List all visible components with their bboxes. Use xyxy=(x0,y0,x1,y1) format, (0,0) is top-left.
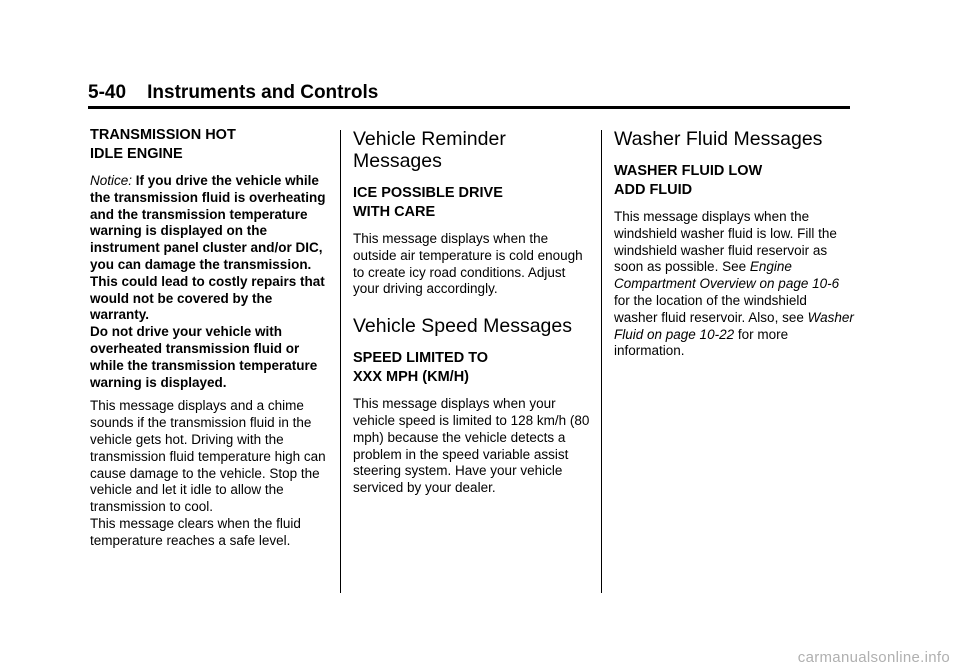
speed-limited-body: This message displays when your vehicle speed is limited to 128 km/h (80 mph) because the vehicle detects a problem in the speed variable assist steering system. Have your vehicle serviced by your dealer. xyxy=(353,396,590,496)
column-left xyxy=(90,126,330,557)
column-middle xyxy=(353,126,593,504)
washer-fluid-link[interactable]: Washer Fluid on page 10-22 xyxy=(614,309,854,342)
ice-possible-body: This message displays when the outside air temperature is cold enough to create icy road conditions. Adjust your driving accordingly. xyxy=(353,231,583,297)
section-title: Instruments and Controls xyxy=(147,82,379,103)
notice-text-2: Do not drive your vehicle with overheated transmission fluid or while the transmission temperature warning is displayed. xyxy=(90,324,318,390)
vehicle-reminder-title: Vehicle Reminder Messages xyxy=(353,128,506,172)
engine-compartment-link[interactable]: Engine Compartment Overview on page 10-6 xyxy=(614,259,840,292)
notice-paragraph xyxy=(90,173,330,391)
column-right xyxy=(614,126,854,367)
column-divider xyxy=(601,130,602,593)
vehicle-speed-title: Vehicle Speed Messages xyxy=(353,315,572,338)
washer-fluid-title: Washer Fluid Messages xyxy=(614,128,823,150)
notice-label: Notice: xyxy=(90,173,133,188)
washer-fluid-low-heading: WASHER FLUID LOW ADD FLUID xyxy=(614,163,763,198)
page-number: 5-40 xyxy=(88,82,127,103)
body-paragraph: This message displays and a chime sounds if the transmission fluid in the vehicle gets hot. Driving with the transmission fluid temperature high can cause damage to the vehicle. Stop the vehicle and let it idle to allow the transmission to cool. This message clears when the fluid temperature reaches a safe level. xyxy=(90,398,326,548)
notice-text: If you drive the vehicle while the transmission fluid is overheating and the transmission temperature warning is displayed on the instrument panel cluster and/or DIC, you can damage the transmission. This could lead to costly repairs that would not be covered by the warranty. xyxy=(90,173,326,323)
washer-fluid-body: This message displays when the windshield washer fluid is low. Fill the windshield washer fluid reservoir as soon as possible. See Engine Compartment Overview on page 10-6 for the location of the windshield washer fluid reservoir. Also, see Washer Fluid on page 10-22 for more information. xyxy=(614,209,854,359)
transmission-hot-heading: TRANSMISSION HOT IDLE ENGINE xyxy=(90,127,236,162)
column-divider xyxy=(340,130,341,593)
page-header xyxy=(88,82,850,109)
speed-limited-heading: SPEED LIMITED TO XXX MPH (KM/H) xyxy=(353,350,489,386)
watermark: carmanualsonline.info xyxy=(797,649,950,666)
ice-possible-heading: ICE POSSIBLE DRIVE WITH CARE xyxy=(353,185,503,220)
